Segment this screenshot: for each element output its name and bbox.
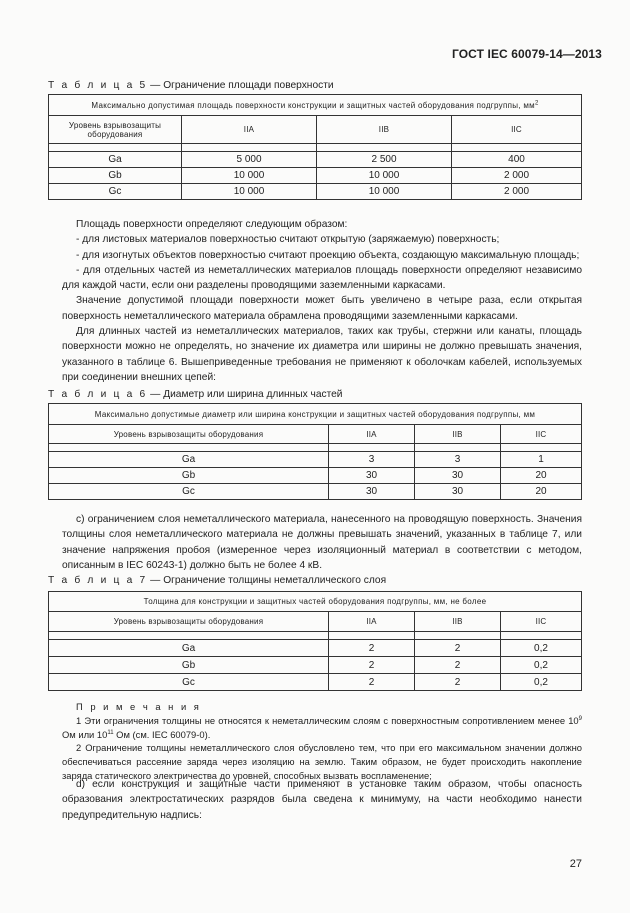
table-cell: 30 (415, 468, 501, 484)
table7-caption-prefix: Т а б л и ц а 7 (48, 575, 148, 586)
table-row (49, 592, 582, 612)
text-block-layer (62, 512, 582, 573)
table5-header-text: Максимально допустимая площадь поверхности конструкции и защитных частей оборудования подгруппы, мм (91, 100, 535, 110)
table-cell: Gc (49, 484, 329, 500)
paragraph: - для листовых материалов поверхностью считают открытую (заряжаемую) поверхность; (76, 234, 500, 246)
table7 (48, 591, 582, 691)
table7-caption (48, 575, 386, 586)
table-row-spacer (49, 444, 582, 452)
table6-caption-prefix: Т а б л и ц а 6 (48, 389, 148, 400)
table-row (49, 468, 582, 484)
table-cell: 2 000 (452, 168, 582, 184)
table-cell: Ga (49, 152, 182, 168)
table-row-spacer (49, 632, 582, 640)
table6 (48, 403, 582, 500)
table-cell: 400 (452, 152, 582, 168)
standard-designation: ГОСТ IEC 60079-14—2013 (452, 47, 602, 61)
table5-col-iib: IIB (317, 116, 452, 144)
table-row (49, 168, 582, 184)
table-cell: 2 (415, 674, 501, 691)
table-cell: 2 (329, 657, 415, 674)
paragraph: Площадь поверхности определяют следующим образом: (76, 219, 348, 230)
table-cell: Gb (49, 168, 182, 184)
table-row (49, 612, 582, 632)
table-cell: 2 000 (452, 184, 582, 200)
paragraph: Для длинных частей из неметаллических материалов, таких как трубы, стержни или канаты, площадь поверхности можно не определять, но значение их диаметра или ширины не должно превышать значения, указанного в таблице 6. Вышеприведенные требования не применяют к оболочкам кабелей, используемых при соединении внешних цепей: (62, 326, 582, 383)
table-cell: 0,2 (501, 657, 582, 674)
table5-col-iic: IIC (452, 116, 582, 144)
table-cell: 10 000 (317, 184, 452, 200)
table-cell: 10 000 (182, 168, 317, 184)
table-row (49, 452, 582, 468)
notes-heading: П р и м е ч а н и я (76, 701, 202, 712)
table5 (48, 94, 582, 200)
notes-block (62, 700, 582, 783)
note-1-text-b: Ом или 10 (62, 728, 108, 740)
text-block-warning (62, 777, 582, 823)
table-row-spacer (49, 144, 582, 152)
paragraph: - для отдельных частей из неметаллических материалов площадь поверхности определяют независимо для каждой части, если они разделены проводящими заземленными каркасами. (62, 264, 582, 292)
table-cell: 0,2 (501, 640, 582, 657)
table-row (49, 640, 582, 657)
table-row (49, 95, 582, 116)
table-cell: Ga (49, 452, 329, 468)
table7-caption-text: — Ограничение толщины неметаллического слоя (147, 575, 387, 586)
table-cell: 2 500 (317, 152, 452, 168)
table5-caption-prefix: Т а б л и ц а 5 (48, 80, 148, 91)
table6-caption-text: — Диаметр или ширина длинных частей (147, 389, 343, 400)
paragraph: d) если конструкция и защитные части применяют в установке таким образом, чтобы опасность образования электростатических разрядов была сведена к минимуму, на части необходимо нанести предупредительную надпись: (62, 779, 582, 821)
table7-header: Толщина для конструкции и защитных частей оборудования подгруппы, мм, не более (49, 592, 582, 612)
table5-header-sup: 2 (534, 99, 539, 106)
table5-col-iia: IIA (182, 116, 317, 144)
table-row (49, 425, 582, 444)
note-1-sup-2: 11 (107, 729, 114, 736)
table-cell: 2 (329, 674, 415, 691)
note-1-text-a: 1 Эти ограничения толщины не относятся к неметаллическим слоям с поверхностным сопротивлением менее 10 (76, 714, 579, 726)
table7-col-iia: IIA (329, 612, 415, 632)
note-2: 2 Ограничение толщины неметаллического слоя обусловлено тем, что при его максимальном значении должно обеспечиваться рассеяние заряда через изоляцию на землю. Таким образом, не будет происходить накопление заряда статического электричества до уровней, способных вызвать воспламенение; (62, 742, 582, 781)
table-row (49, 657, 582, 674)
table-cell: Gb (49, 657, 329, 674)
table7-col-iib: IIB (415, 612, 501, 632)
table-row (49, 116, 582, 144)
table-cell: 2 (329, 640, 415, 657)
table7-col-level: Уровень взрывозащиты оборудования (49, 612, 329, 632)
table-cell: 30 (415, 484, 501, 500)
note-1 (62, 714, 582, 742)
table-cell: 10 000 (182, 184, 317, 200)
table-row (49, 404, 582, 425)
table6-header: Максимально допустимые диаметр или ширина конструкции и защитных частей оборудования подгруппы, мм (49, 404, 582, 425)
table-row (49, 184, 582, 200)
table-cell: 5 000 (182, 152, 317, 168)
table-row (49, 152, 582, 168)
table-cell: 2 (415, 640, 501, 657)
table5-col-level: Уровень взрывозащиты оборудования (49, 116, 182, 144)
table-cell: 3 (329, 452, 415, 468)
table-cell: 30 (329, 484, 415, 500)
table6-col-iia: IIA (329, 425, 415, 444)
paragraph: с) ограничением слоя неметаллического материала, нанесенного на проводящую поверхность. Значения толщины слоя неметаллического материала не должны превышать значений, указанных в таблице 7, или значение напряжения пробоя (измеренное через изоляционный материал в соответствии с методом, описанным в IEC 60243-1) должно быть не более 4 кВ. (62, 514, 582, 571)
table-cell: Gc (49, 184, 182, 200)
table-cell: Ga (49, 640, 329, 657)
table-row (49, 484, 582, 500)
table-cell: 30 (329, 468, 415, 484)
paragraph: - для изогнутых объектов поверхностью считают проекцию объекта, создающую максимальную площадь; (76, 249, 580, 261)
table-cell: 1 (501, 452, 582, 468)
table-cell: 3 (415, 452, 501, 468)
table-cell: Gc (49, 674, 329, 691)
table5-header (49, 95, 582, 116)
table-cell: Gb (49, 468, 329, 484)
table-row (49, 674, 582, 691)
table5-caption (48, 80, 334, 91)
note-1-sup-1: 9 (578, 715, 582, 722)
text-block-surface-area (62, 217, 582, 385)
table5-caption-text: — Ограничение площади поверхности (147, 80, 334, 91)
table-cell: 20 (501, 484, 582, 500)
table6-col-level: Уровень взрывозащиты оборудования (49, 425, 329, 444)
table-cell: 10 000 (317, 168, 452, 184)
table-cell: 2 (415, 657, 501, 674)
page-number: 27 (569, 858, 582, 870)
table-cell: 0,2 (501, 674, 582, 691)
table6-caption (48, 389, 343, 400)
table7-col-iic: IIC (501, 612, 582, 632)
table6-col-iic: IIC (501, 425, 582, 444)
note-1-text-c: Ом (см. IEC 60079-0). (113, 728, 211, 740)
table6-col-iib: IIB (415, 425, 501, 444)
paragraph: Значение допустимой площади поверхности может быть увеличено в четыре раза, если открытая поверхность неметаллического материала обрамлена проводящими заземленными каркасами. (62, 295, 582, 322)
table-cell: 20 (501, 468, 582, 484)
